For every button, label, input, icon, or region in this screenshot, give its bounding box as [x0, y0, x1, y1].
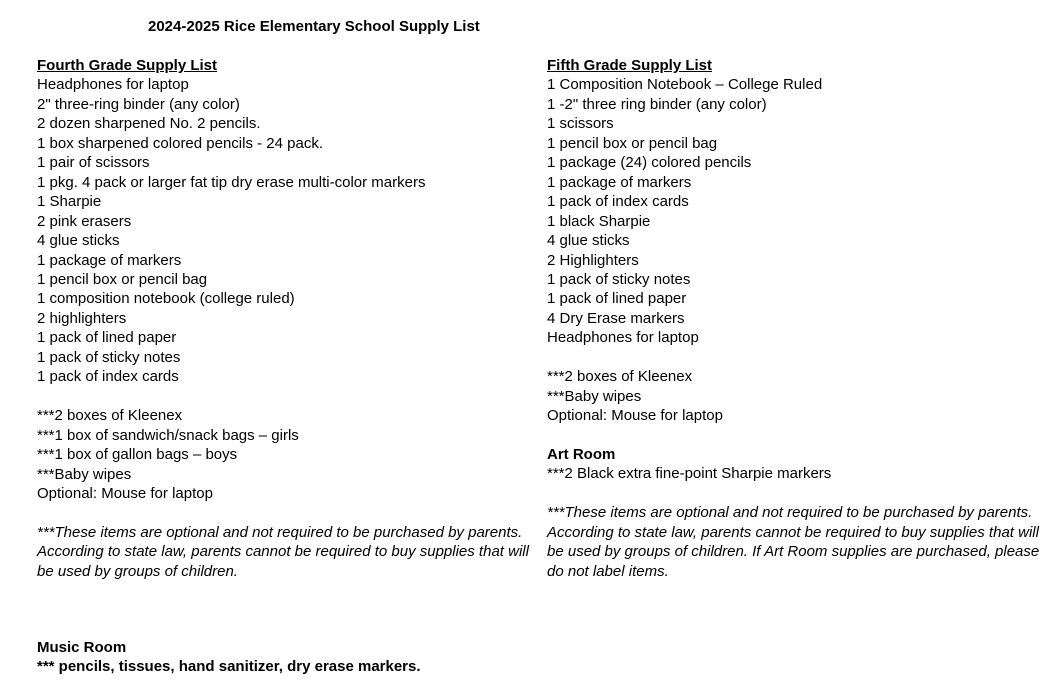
fourth-grade-column: [37, 56, 536, 581]
music-room-section: [37, 638, 421, 677]
supply-item: 2 Highlighters: [547, 251, 639, 269]
supply-item: 1 pack of sticky notes: [547, 270, 691, 288]
supply-item: 1 pack of sticky notes: [37, 348, 181, 366]
optional-supply-item: ***1 box of gallon bags – boys: [37, 446, 238, 464]
supply-item: Headphones for laptop: [37, 76, 189, 94]
supply-item: 2 pink erasers: [37, 212, 132, 230]
optional-supply-item: ***Baby wipes: [547, 387, 642, 405]
supply-item: 1 pair of scissors: [37, 154, 150, 172]
optional-supply-item: ***2 boxes of Kleenex: [547, 368, 693, 386]
supply-item: 1 Sharpie: [37, 193, 102, 211]
supply-item: 4 glue sticks: [547, 232, 630, 250]
supply-item: 1 pencil box or pencil bag: [37, 270, 208, 288]
optional-supply-item: ***Baby wipes: [37, 465, 132, 483]
optional-supply-item: Optional: Mouse for laptop: [547, 407, 723, 425]
supply-item: 1 pack of index cards: [37, 368, 179, 386]
supply-item: 1 composition notebook (college ruled): [37, 290, 295, 308]
document-title: 2024-2025 Rice Elementary School Supply List: [148, 18, 480, 35]
optional-supply-item: ***2 boxes of Kleenex: [37, 407, 183, 425]
supply-item: Headphones for laptop: [547, 329, 699, 347]
supply-item: 1 Composition Notebook – College Ruled: [547, 76, 823, 94]
spacer: [547, 348, 1049, 367]
spacer: [547, 484, 1049, 503]
spacer: [37, 387, 536, 406]
optional-supply-item: ***1 box of sandwich/snack bags – girls: [37, 426, 299, 444]
music-room-supply-note: *** pencils, tissues, hand sanitizer, dry erase markers.: [37, 658, 421, 676]
supply-item: 1 box sharpened colored pencils - 24 pack.: [37, 134, 324, 152]
optional-supply-item: Optional: Mouse for laptop: [37, 484, 213, 502]
supply-item: 1 pack of lined paper: [37, 329, 177, 347]
supply-item: 1 pkg. 4 pack or larger fat tip dry erase multi-color markers: [37, 173, 426, 191]
supply-item: 1 scissors: [547, 115, 614, 133]
supply-item: 1 -2" three ring binder (any color): [547, 95, 767, 113]
supply-item: 1 pack of lined paper: [547, 290, 687, 308]
supply-item: 4 glue sticks: [37, 232, 120, 250]
art-room-supply-item: ***2 Black extra fine-point Sharpie markers: [547, 465, 832, 483]
fourth-grade-heading: Fourth Grade Supply List: [37, 57, 218, 74]
supply-item: 1 pencil box or pencil bag: [547, 134, 718, 152]
supply-item: 1 package (24) colored pencils: [547, 154, 752, 172]
supply-item: 2 highlighters: [37, 309, 127, 327]
spacer: [37, 503, 536, 522]
supply-item: 1 package of markers: [37, 251, 182, 269]
fourth-grade-optional-note: ***These items are optional and not required to be purchased by parents. According to state law, parents cannot be required to buy supplies that will be used by groups of children.: [37, 523, 529, 580]
music-room-heading: Music Room: [37, 639, 127, 656]
supply-item: 1 pack of index cards: [547, 193, 689, 211]
spacer: [547, 426, 1049, 445]
fifth-grade-column: [547, 56, 1049, 581]
fifth-grade-optional-note: ***These items are optional and not required to be purchased by parents. According to state law, parents cannot be required to buy supplies that will be used by groups of children. If Art Room supplies are purchased, please do not label items.: [547, 504, 1040, 580]
supply-item: 4 Dry Erase markers: [547, 309, 685, 327]
art-room-heading: Art Room: [547, 446, 616, 464]
supply-item: 1 package of markers: [547, 173, 692, 191]
fifth-grade-heading: Fifth Grade Supply List: [547, 57, 713, 74]
supply-item: 2 dozen sharpened No. 2 pencils.: [37, 115, 261, 133]
supply-item: 2" three-ring binder (any color): [37, 95, 240, 113]
supply-item: 1 black Sharpie: [547, 212, 651, 230]
